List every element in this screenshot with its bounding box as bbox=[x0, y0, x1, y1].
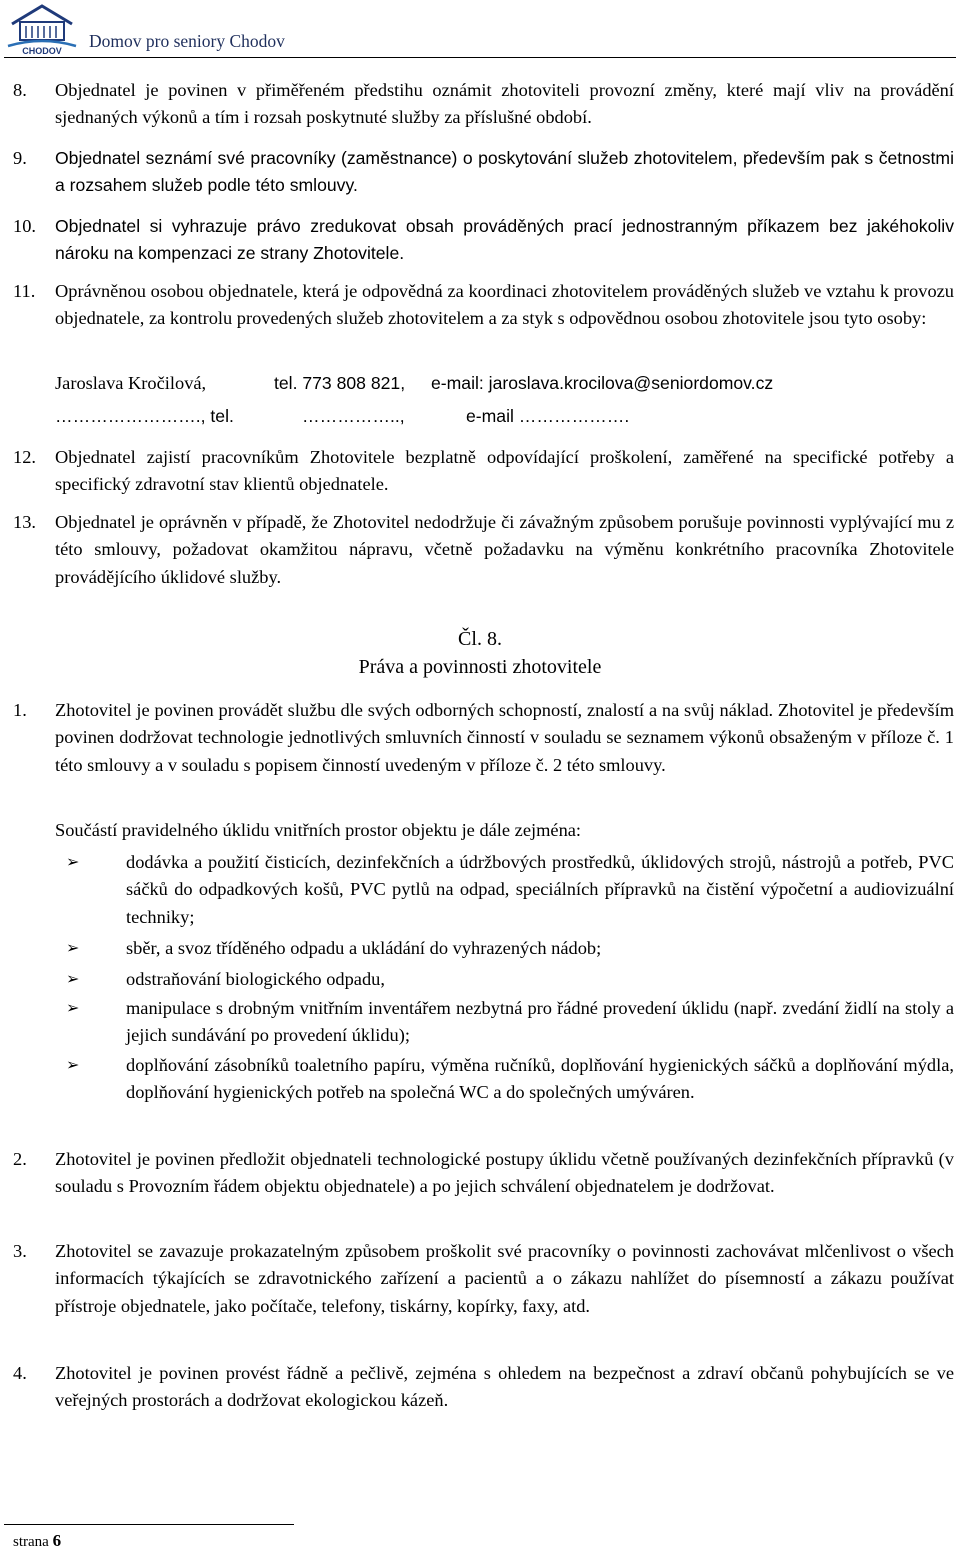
list-intro: Součástí pravidelného úklidu vnitřních prostor objektu je dále zejména: bbox=[55, 820, 582, 840]
item-number: 10. bbox=[13, 216, 36, 236]
zhotovitel-4-text: Zhotovitel je povinen provést řádně a pečlivě, zejména s ohledem na bezpečnost a zdraví občanů pohybujících se ve veřejných prostorách a dodržovat ekologickou kázeň. bbox=[55, 1363, 954, 1411]
organization-name: Domov pro seniory Chodov bbox=[89, 31, 285, 51]
zhotovitel-3-text: Zhotovitel se zavazuje prokazatelným způsobem proškolit své pracovníky o povinnosti zachovávat mlčenlivost o všech informacích týkajících se zdravotnického zařízení a pacientů a o zákazu nahlížet do písemností a zákazu používat přístroje objednatele, jako počítače, telefony, tiskárny, kopírky, faxy, atd. bbox=[55, 1241, 954, 1316]
item-number: 2. bbox=[13, 1149, 27, 1169]
item-number: 13. bbox=[13, 512, 36, 532]
zhotovitel-1-text: Zhotovitel je povinen provádět službu dle svých odborných schopností, znalostí a na svůj náklad. Zhotovitel je především povinen dodržovat technologie jednotlivých smluvních činností v souladu se seznamem výkonů obsaženým v příloze č. 1 této smlouvy a v souladu s popisem činností uvedeným v příloze č. 2 této smlouvy. bbox=[55, 700, 954, 775]
list-item: doplňování zásobníků toaletního papíru, výměna ručníků, doplňování hygienických sáčků a doplňování mýdla, doplňování hygienických potřeb na společná WC a do společných umýváren. bbox=[126, 1055, 954, 1103]
item-9-text: Objednatel seznámí své pracovníky (zaměstnance) o poskytování služeb zhotovitelem, především pak s četnostmi a rozsahem služeb podle této smlouvy. bbox=[55, 148, 954, 196]
section-title: Práva a povinnosti zhotovitele bbox=[358, 656, 602, 678]
arrow-bullet-icon: ➢ bbox=[66, 940, 80, 957]
item-number: 3. bbox=[13, 1241, 27, 1261]
contact-2-phone: …………….., bbox=[302, 406, 405, 426]
chodov-logo bbox=[6, 2, 78, 56]
page-footer bbox=[13, 1531, 61, 1551]
item-12-text: Objednatel zajistí pracovníkům Zhotovitele bezplatně odpovídající proškolení, zaměřené na specifické potřeby a specifický zdravotní stav klientů objednatele. bbox=[55, 447, 954, 495]
svg-text:CHODOV: CHODOV bbox=[22, 46, 62, 56]
item-13-text: Objednatel je oprávněn v případě, že Zhotovitel nedodržuje či závažným způsobem porušuje povinnosti vyplývající mu z této smlouvy, požadovat okamžitou nápravu, včetně požadavku na výměnu konkrétního pracovníka Zhotovitele provádějícího úklidové služby. bbox=[55, 512, 954, 587]
item-8-text: Objednatel je povinen v přiměřeném předstihu oznámit zhotoviteli provozní změny, které mají vliv na provádění sjednaných výkonů a tím i rozsah poskytnuté služby za příslušné období. bbox=[55, 80, 954, 128]
item-number: 12. bbox=[13, 447, 36, 467]
item-number: 1. bbox=[13, 700, 27, 720]
arrow-bullet-icon: ➢ bbox=[66, 1057, 80, 1074]
item-number: 9. bbox=[13, 148, 27, 168]
contact-1-email: e-mail: jaroslava.krocilova@seniordomov.cz bbox=[431, 373, 774, 393]
contact-2-name: ……………………., tel. bbox=[55, 406, 234, 426]
item-number: 8. bbox=[13, 80, 27, 100]
arrow-bullet-icon: ➢ bbox=[66, 854, 80, 871]
item-number: 11. bbox=[13, 281, 36, 301]
page-label: strana bbox=[13, 1534, 49, 1550]
item-number: 4. bbox=[13, 1363, 27, 1383]
item-10-text: Objednatel si vyhrazuje právo zredukovat obsah prováděných prací jednostranným příkazem bez jakéhokoliv nároku na kompenzaci ze strany Zhotovitele. bbox=[55, 216, 954, 264]
item-11-text: Oprávněnou osobou objednatele, která je odpovědná za koordinaci zhotovitelem prováděných služeb ve vztahu k provozu objednatele, za kontrolu provedených služeb zhotovitelem a za styk s odpovědnou osobou zhotovitele jsou tyto osoby: bbox=[55, 281, 954, 329]
list-item: dodávka a použití čisticích, dezinfekčních a údržbových prostředků, úklidových strojů, nástrojů a potřeb, PVC sáčků do odpadkových košů, PVC pytlů na odpad, speciálních přípravků na čistění výpočetní a audiovizuální techniky; bbox=[126, 852, 954, 927]
list-item: sběr, a svoz tříděného odpadu a ukládání do vyhrazených nádob; bbox=[126, 938, 602, 958]
list-item: odstraňování biologického odpadu, bbox=[126, 969, 385, 989]
page-header bbox=[0, 0, 960, 62]
arrow-bullet-icon: ➢ bbox=[66, 971, 80, 988]
header-divider bbox=[4, 57, 956, 58]
footer-divider bbox=[4, 1524, 294, 1525]
zhotovitel-2-text: Zhotovitel je povinen předložit objednateli technologické postupy úklidu včetně používaných dezinfekčních přípravků (v souladu s Provozním řádem objektu objednatele) a po jejich schválení objednatelem je dodržovat. bbox=[55, 1149, 954, 1197]
page-number: 6 bbox=[52, 1531, 62, 1550]
contact-1-phone: tel. 773 808 821, bbox=[274, 373, 406, 393]
contact-1-name: Jaroslava Kročilová, bbox=[55, 373, 207, 393]
list-item: manipulace s drobným vnitřním inventářem nezbytná pro řádné provedení úklidu (např. zvedání židlí na stoly a jejich sundávání po provedení úklidu); bbox=[126, 998, 954, 1046]
section-number: Čl. 8. bbox=[458, 628, 502, 650]
arrow-bullet-icon: ➢ bbox=[66, 1000, 80, 1017]
contact-2-email: e-mail ………………. bbox=[466, 406, 630, 426]
